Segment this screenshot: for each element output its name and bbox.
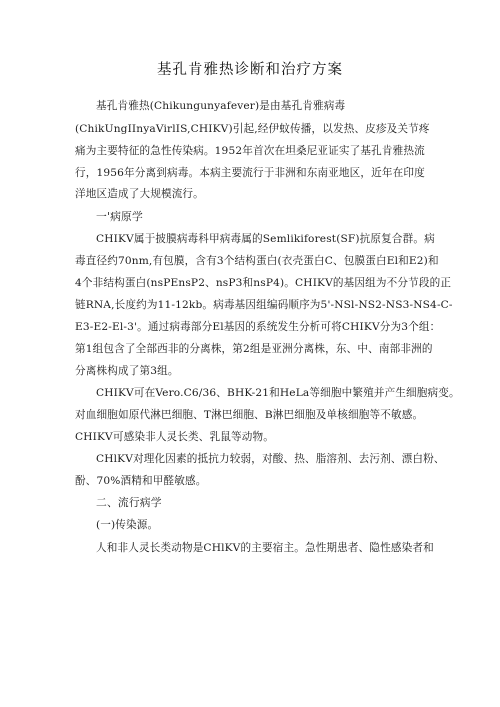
paragraph-line: 酚、70%酒精和甲醛敏感。 <box>75 475 207 487</box>
paragraph-line: 第1组包含了全部西非的分离株，第2组是亚洲分离株，东、中、南部非洲的 <box>75 343 433 355</box>
paragraph-line: 分离株构成了第3组。 <box>75 365 179 377</box>
document-title: 基孔肯雅热诊断和治疗方案 <box>157 62 343 78</box>
paragraph-line: 对血细胞如原代淋巴细胞、T淋巴细胞、B淋巴细胞及单核细胞等不敏感。 <box>75 409 424 421</box>
paragraph-line: 行，1956年分离到病毒。本病主要流行于非洲和东南亚地区，近年在印度 <box>75 167 425 179</box>
paragraph-line: CHlKV对理化因素的抵抗力较弱，对酸、热、脂溶剂、去污剂、漂白粉、 <box>96 453 445 465</box>
paragraph-line: 毒直径约70nm,有包膜，含有3个结构蛋白(衣壳蛋白C、包膜蛋白El和E2)和 <box>75 255 439 267</box>
paragraph-line: 痛为主要特征的急性传染病。1952年首次在坦桑尼亚证实了基孔肯雅热流 <box>75 145 425 157</box>
paragraph-line: E3-E2-El-3'。通过病毒部分El基因的系统发生分析可将CHIKV分为3个组： <box>75 321 441 333</box>
paragraph-line: CHIKV可感染非人灵长类、乳鼠等动物。 <box>75 431 274 443</box>
paragraph-line: 链RNA,长度约为11-12kb。病毒基因组编码顺序为5'-NSl-NS2-NS3-NS4-C- <box>75 299 453 311</box>
paragraph-line: 人和非人灵长类动物是CHlKV的主要宿主。急性期患者、隐性感染者和 <box>96 542 434 554</box>
paragraph-line: CHIKV属于披膜病毒科甲病毒属的Semlikiforest(SF)抗原复合群。病 <box>96 233 435 245</box>
section-heading: 二、流行病学 <box>96 496 162 509</box>
paragraph-line: CHIKV可在Vero.C6/36、BHK-21和HeLa等细胞中繁殖并产生细胞病变。 <box>96 387 460 399</box>
paragraph-line: 洋地区造成了大规模流行。 <box>75 188 204 200</box>
paragraph-line: 4个非结构蛋白(nsPEnsP2、nsP3和nsP4)。CHIKV的基因组为不分节段的正 <box>75 277 452 289</box>
section-heading: 一'病原学 <box>96 210 143 223</box>
paragraph-line: (ChikUngIInyaVirlIS,CHIKV)引起,经伊蚊传播，以发热、皮疹及关节疼 <box>75 123 430 135</box>
subsection-heading: (一)传染源。 <box>96 519 159 531</box>
paragraph-line: 基孔肯雅热(Chikungunyafever)是由基孔肯雅病毒 <box>96 100 346 112</box>
